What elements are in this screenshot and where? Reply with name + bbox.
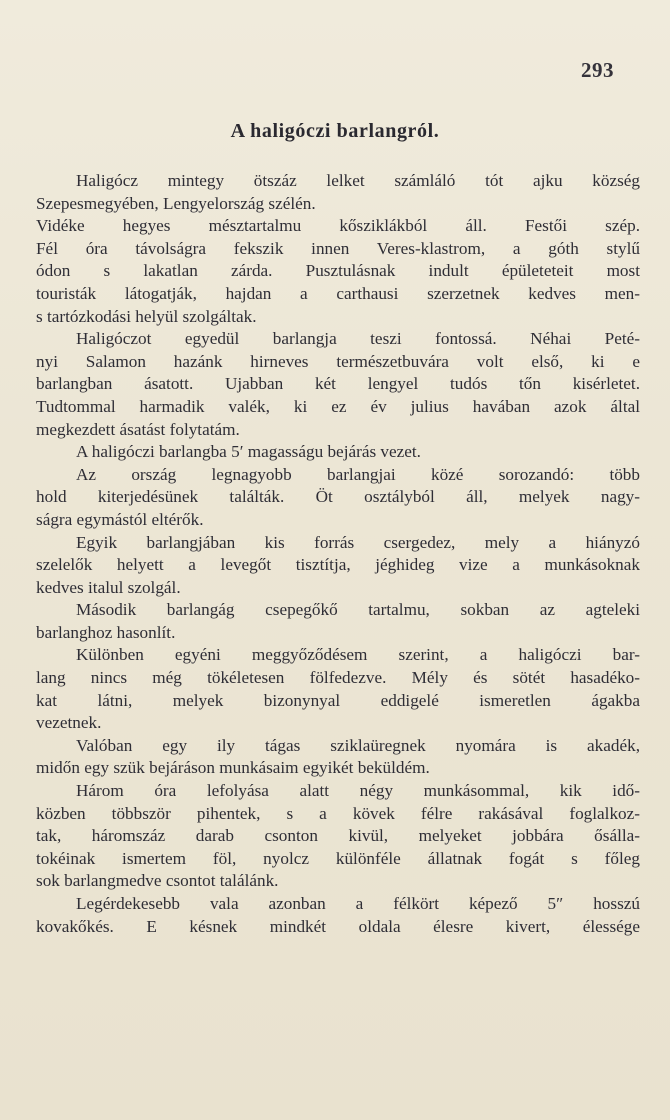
text-line: Haligóczot egyedül barlangja teszi fontossá. Néhai Peté- bbox=[76, 329, 640, 349]
text-line: midőn egy szük bejáráson munkásaim egyikét beküldém. bbox=[36, 758, 430, 778]
text-line: Szepesmegyében, Lengyelország szélén. bbox=[36, 193, 316, 213]
text-line: Valóban egy ily tágas sziklaüregnek nyomára is akadék, bbox=[76, 735, 640, 755]
text-line: Legérdekesebb vala azonban a félkört képező 5″ hosszú bbox=[76, 894, 640, 913]
text-line: tokéinak ismertem föl, nyolcz különféle állatnak fogát s főleg bbox=[36, 848, 640, 868]
text-line: barlanghoz hasonlít. bbox=[36, 622, 176, 642]
text-line: Különben egyéni meggyőződésem szerint, a haligóczi bar- bbox=[76, 645, 640, 665]
text-line: kedves italul szolgál. bbox=[36, 577, 181, 597]
text-line: vezetnek. bbox=[36, 713, 102, 733]
text-line: Tudtommal harmadik valék, ki ez év julius havában azok által bbox=[36, 396, 640, 416]
text-line: közben többször pihentek, s a kövek félre rakásával foglalkoz- bbox=[36, 803, 640, 823]
text-line: s tartózkodási helyül szolgáltak. bbox=[36, 306, 257, 326]
text-line: kat látni, melyek bizonynyal eddigelé ismeretlen ágakba bbox=[36, 690, 640, 710]
text-line: Második barlangág csepegőkő tartalmu, sokban az agteleki bbox=[76, 600, 640, 620]
text-line: Vidéke hegyes mésztartalmu kősziklákból áll. Festői szép. bbox=[36, 216, 640, 236]
text-line: A haligóczi barlangba 5′ magasságu bejárás vezet. bbox=[76, 442, 421, 462]
text-line: Az ország legnagyobb barlangjai közé sorozandó: több bbox=[76, 464, 640, 484]
text-line: szelelők helyett a levegőt tisztítja, jéghideg vize a munkásoknak bbox=[36, 555, 640, 575]
text-line: tak, háromszáz darab csonton kivül, melyeket jobbára ősálla- bbox=[36, 826, 640, 846]
text-line: megkezdett ásatást folytatám. bbox=[36, 419, 240, 439]
body-text bbox=[36, 170, 640, 938]
text-line: Fél óra távolságra fekszik innen Veres-klastrom, a góth stylű bbox=[36, 238, 640, 258]
text-line: lang nincs még tökéletesen fölfedezve. Mély és sötét hasadéko- bbox=[36, 668, 640, 688]
text-line: barlangban ásatott. Ujabban két lengyel tudós tőn kisérletet. bbox=[36, 374, 640, 394]
text-line: ságra egymástól eltérők. bbox=[36, 509, 204, 529]
chapter-title: A haligóczi barlangról. bbox=[230, 120, 440, 142]
text-line: kovakőkés. E késnek mindkét oldala élesre kivert, élessége bbox=[36, 916, 640, 936]
text-line: Három óra lefolyása alatt négy munkásommal, kik idő- bbox=[76, 781, 640, 801]
text-line: nyi Salamon hazánk hirneves természetbuvára volt első, ki e bbox=[36, 351, 640, 371]
text-line: Egyik barlangjában kis forrás csergedez, mely a hiányzó bbox=[76, 532, 640, 552]
text-line: touristák látogatják, hajdan a carthausi szerzetnek kedves men- bbox=[36, 283, 640, 303]
text-line: Haligócz mintegy ötszáz lelket számláló tót ajku község bbox=[76, 171, 640, 190]
text-line: ódon s lakatlan zárda. Pusztulásnak indult épületeteit most bbox=[36, 261, 640, 281]
text-line: hold kiterjedésünek találták. Öt osztályból áll, melyek nagy- bbox=[36, 487, 640, 507]
page-number: 293 bbox=[581, 58, 614, 82]
text-line: sok barlangmedve csontot találánk. bbox=[36, 871, 279, 891]
